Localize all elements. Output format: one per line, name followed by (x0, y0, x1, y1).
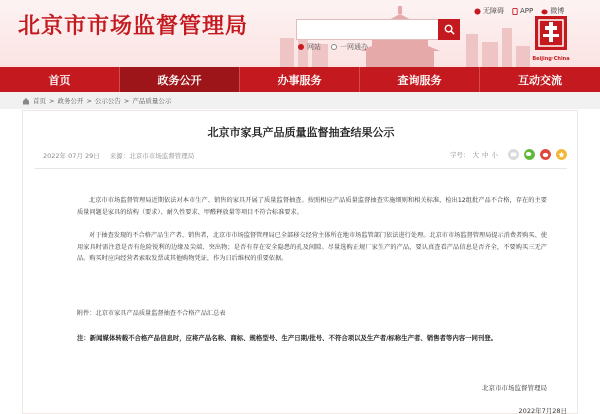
font-size-large[interactable]: 大 (472, 151, 479, 159)
breadcrumb-separator: > (123, 96, 130, 105)
nav-query-services[interactable]: 查询服务 (360, 67, 480, 92)
nav-services[interactable]: 办事服务 (240, 67, 360, 92)
search-box (296, 19, 460, 40)
article-container (22, 110, 578, 414)
radio-icon (331, 44, 337, 50)
main-nav (0, 67, 600, 92)
article-meta (35, 149, 567, 163)
breadcrumb-separator: > (49, 96, 55, 105)
article-paragraph: 北京市市场监督管理局近期依法对本市生产、销售的家具开展了质量监督抽查。按照相应产品质量监督抽查实施细则和相关标准，检出12组批产品不合格，存在的主要质量问题是家具的结构（要求）、耐久性要求、甲醛释放量等项目不符合标准要求。 (77, 197, 547, 216)
meta-divider (35, 168, 567, 169)
logo-caption: Beijing·China (532, 56, 570, 62)
publish-date: 2022年 07月 29日 (43, 152, 100, 160)
font-size-small[interactable]: 小 (491, 151, 498, 159)
nav-interaction[interactable]: 互动交流 (518, 73, 562, 87)
breadcrumb (0, 92, 600, 109)
breadcrumb-separator: > (86, 96, 92, 105)
issuer-signature: 北京市市场监督管理局 (482, 384, 547, 392)
attachment-link[interactable]: 附件：北京市家具产品质量监督抽查不合格产品汇总表 (77, 310, 226, 317)
qzone-share-icon[interactable] (556, 149, 567, 160)
weibo-share-icon[interactable] (540, 149, 551, 160)
breadcrumb-home[interactable]: 首页 (33, 97, 46, 105)
font-size-medium[interactable]: 中 (482, 151, 489, 159)
search-icon (444, 24, 455, 35)
article-title: 北京市家具产品质量监督抽查结果公示 (207, 126, 395, 139)
breadcrumb-announcements[interactable]: 公示公告 (94, 97, 121, 105)
radio-selected-icon (298, 44, 304, 50)
site-header (0, 0, 600, 67)
nav-government-affairs[interactable]: 政务公开 (120, 67, 240, 92)
accessibility-icon (474, 8, 481, 15)
article-paragraph: 对于抽查发现的不合格产品生产者、销售者，北京市市场监督管理局已全部移交经营主体所在地市场监管部门依法进行处理。北京市市场监督管理局提示消费者购买、使用家具时需注意是否有危险锐利的边缘及尖端、突出物；是否有存在安全隐患的孔及间隙。尽量选购正规厂家生产的产品，要认真查看产品信息是否齐全，不要购买三无产品。购买时应向经营者索取发票或其他购物凭证，作为日后维权的重要依据。 (77, 232, 547, 262)
breadcrumb-government[interactable]: 政务公开 (57, 97, 84, 105)
wechat-share-icon[interactable] (524, 149, 535, 160)
site-title[interactable]: 北京市市场监督管理局 (18, 14, 249, 39)
beijing-logo-icon (529, 12, 573, 56)
top-link-label: APP (520, 7, 534, 15)
article-source: 来源：北京市市场监督管理局 (109, 152, 195, 160)
search-scope-onenet[interactable] (331, 42, 368, 52)
top-link-label: 无障碍 (483, 7, 504, 15)
search-button[interactable] (438, 19, 460, 40)
nav-home[interactable]: 首页 (0, 67, 120, 92)
phone-icon (512, 8, 518, 15)
home-icon (22, 97, 30, 105)
search-scope-label: 网站 (307, 43, 321, 51)
search-scope-label: 一网通办 (340, 43, 368, 51)
breadcrumb-current[interactable]: 产品质量公示 (132, 97, 172, 105)
accessibility-link[interactable] (474, 6, 504, 16)
font-size-label: 字号： (450, 151, 470, 159)
font-size-control (450, 150, 498, 159)
top-link-label: 微博 (550, 7, 565, 15)
search-scope-options (298, 42, 368, 52)
issue-date: 2022年7月28日 (518, 407, 567, 414)
reprint-note: 注：新闻媒体转载不合格产品信息时，应将产品名称、商标、规格型号、生产日期/批号、不符合项以及生产者/标称生产者、销售者等内容一同刊登。 (77, 334, 498, 342)
search-input[interactable] (297, 20, 437, 39)
print-icon[interactable] (508, 149, 519, 160)
search-scope-site[interactable] (298, 42, 321, 52)
